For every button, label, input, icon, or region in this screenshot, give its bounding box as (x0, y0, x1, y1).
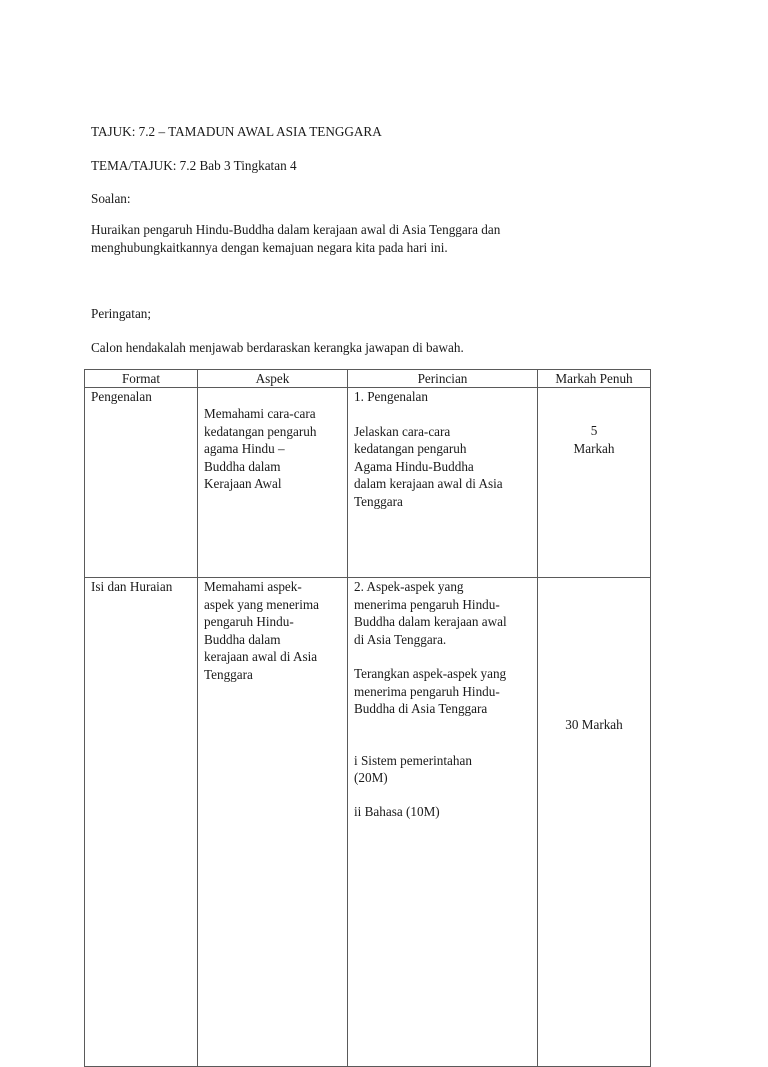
perincian-cell (348, 388, 538, 578)
format-label: Pengenalan (91, 389, 152, 404)
perincian-item: ii Bahasa (10M) (354, 803, 440, 819)
perincian-line: dalam kerajaan awal di Asia (354, 476, 503, 491)
question-label: Soalan: (91, 191, 131, 206)
perincian-line: menerima pengaruh Hindu- (354, 683, 500, 699)
perincian-heading: 1. Pengenalan (354, 389, 428, 404)
warning-label: Peringatan; (91, 306, 152, 321)
aspek-line: agama Hindu – (204, 441, 285, 456)
format-label: Isi dan Huraian (91, 579, 173, 594)
aspek-line: Kerajaan Awal (204, 476, 282, 491)
perincian-line: Terangkan aspek-aspek yang (354, 666, 507, 681)
instruction-text: Calon hendakalah menjawab berdaraskan kerangka jawapan di bawah. (91, 340, 464, 355)
column-header-perincian: Perincian (348, 370, 538, 388)
answer-framework-table (84, 369, 651, 1067)
markah-value: 5 (590, 423, 598, 438)
table-header-row (85, 370, 651, 388)
perincian-line: Buddha di Asia Tenggara (354, 701, 488, 716)
perincian-heading: Buddha dalam kerajaan awal (354, 614, 507, 629)
perincian-line: Jelaskan cara-cara (354, 423, 451, 439)
question-text (91, 221, 611, 256)
format-cell (85, 388, 198, 578)
aspek-cell (198, 578, 348, 1067)
perincian-item: (20M) (354, 770, 388, 785)
aspek-line: Memahami aspek- (204, 579, 302, 594)
perincian-line: Agama Hindu-Buddha (354, 458, 474, 474)
column-header-format: Format (85, 370, 198, 388)
aspek-line: kerajaan awal di Asia (204, 649, 318, 664)
column-header-aspek: Aspek (198, 370, 348, 388)
markah-unit: Markah (573, 440, 615, 456)
markah-cell (538, 578, 651, 1067)
table-row (85, 578, 651, 1067)
table-row (85, 388, 651, 578)
markah-cell (538, 388, 651, 578)
perincian-cell (348, 578, 538, 1067)
question-line: menghubungkaitkannya dengan kemajuan negara kita pada hari ini. (91, 239, 448, 255)
aspek-line: Tenggara (204, 666, 253, 682)
aspek-line: aspek yang menerima (204, 596, 319, 612)
perincian-heading: 2. Aspek-aspek yang (354, 579, 464, 594)
aspek-line: kedatangan pengaruh (204, 423, 317, 439)
aspek-line: Buddha dalam (204, 631, 281, 647)
column-header-markah: Markah Penuh (538, 370, 651, 388)
markah-value: 30 Markah (565, 717, 623, 732)
perincian-line: Tenggara (354, 493, 403, 509)
theme-line: TEMA/TAJUK: 7.2 Bab 3 Tingkatan 4 (91, 158, 297, 173)
perincian-heading: menerima pengaruh Hindu- (354, 596, 500, 612)
aspek-line: pengaruh Hindu- (204, 614, 294, 629)
question-line: Huraikan pengaruh Hindu-Buddha dalam kerajaan awal di Asia Tenggara dan (91, 222, 501, 237)
perincian-item: i Sistem pemerintahan (354, 752, 472, 768)
perincian-heading: di Asia Tenggara. (354, 631, 447, 647)
aspek-line: Memahami cara-cara (204, 406, 316, 421)
format-cell (85, 578, 198, 1067)
aspek-line: Buddha dalam (204, 458, 281, 474)
perincian-line: kedatangan pengaruh (354, 441, 467, 456)
document-title: TAJUK: 7.2 – TAMADUN AWAL ASIA TENGGARA (91, 124, 382, 139)
aspek-cell (198, 388, 348, 578)
